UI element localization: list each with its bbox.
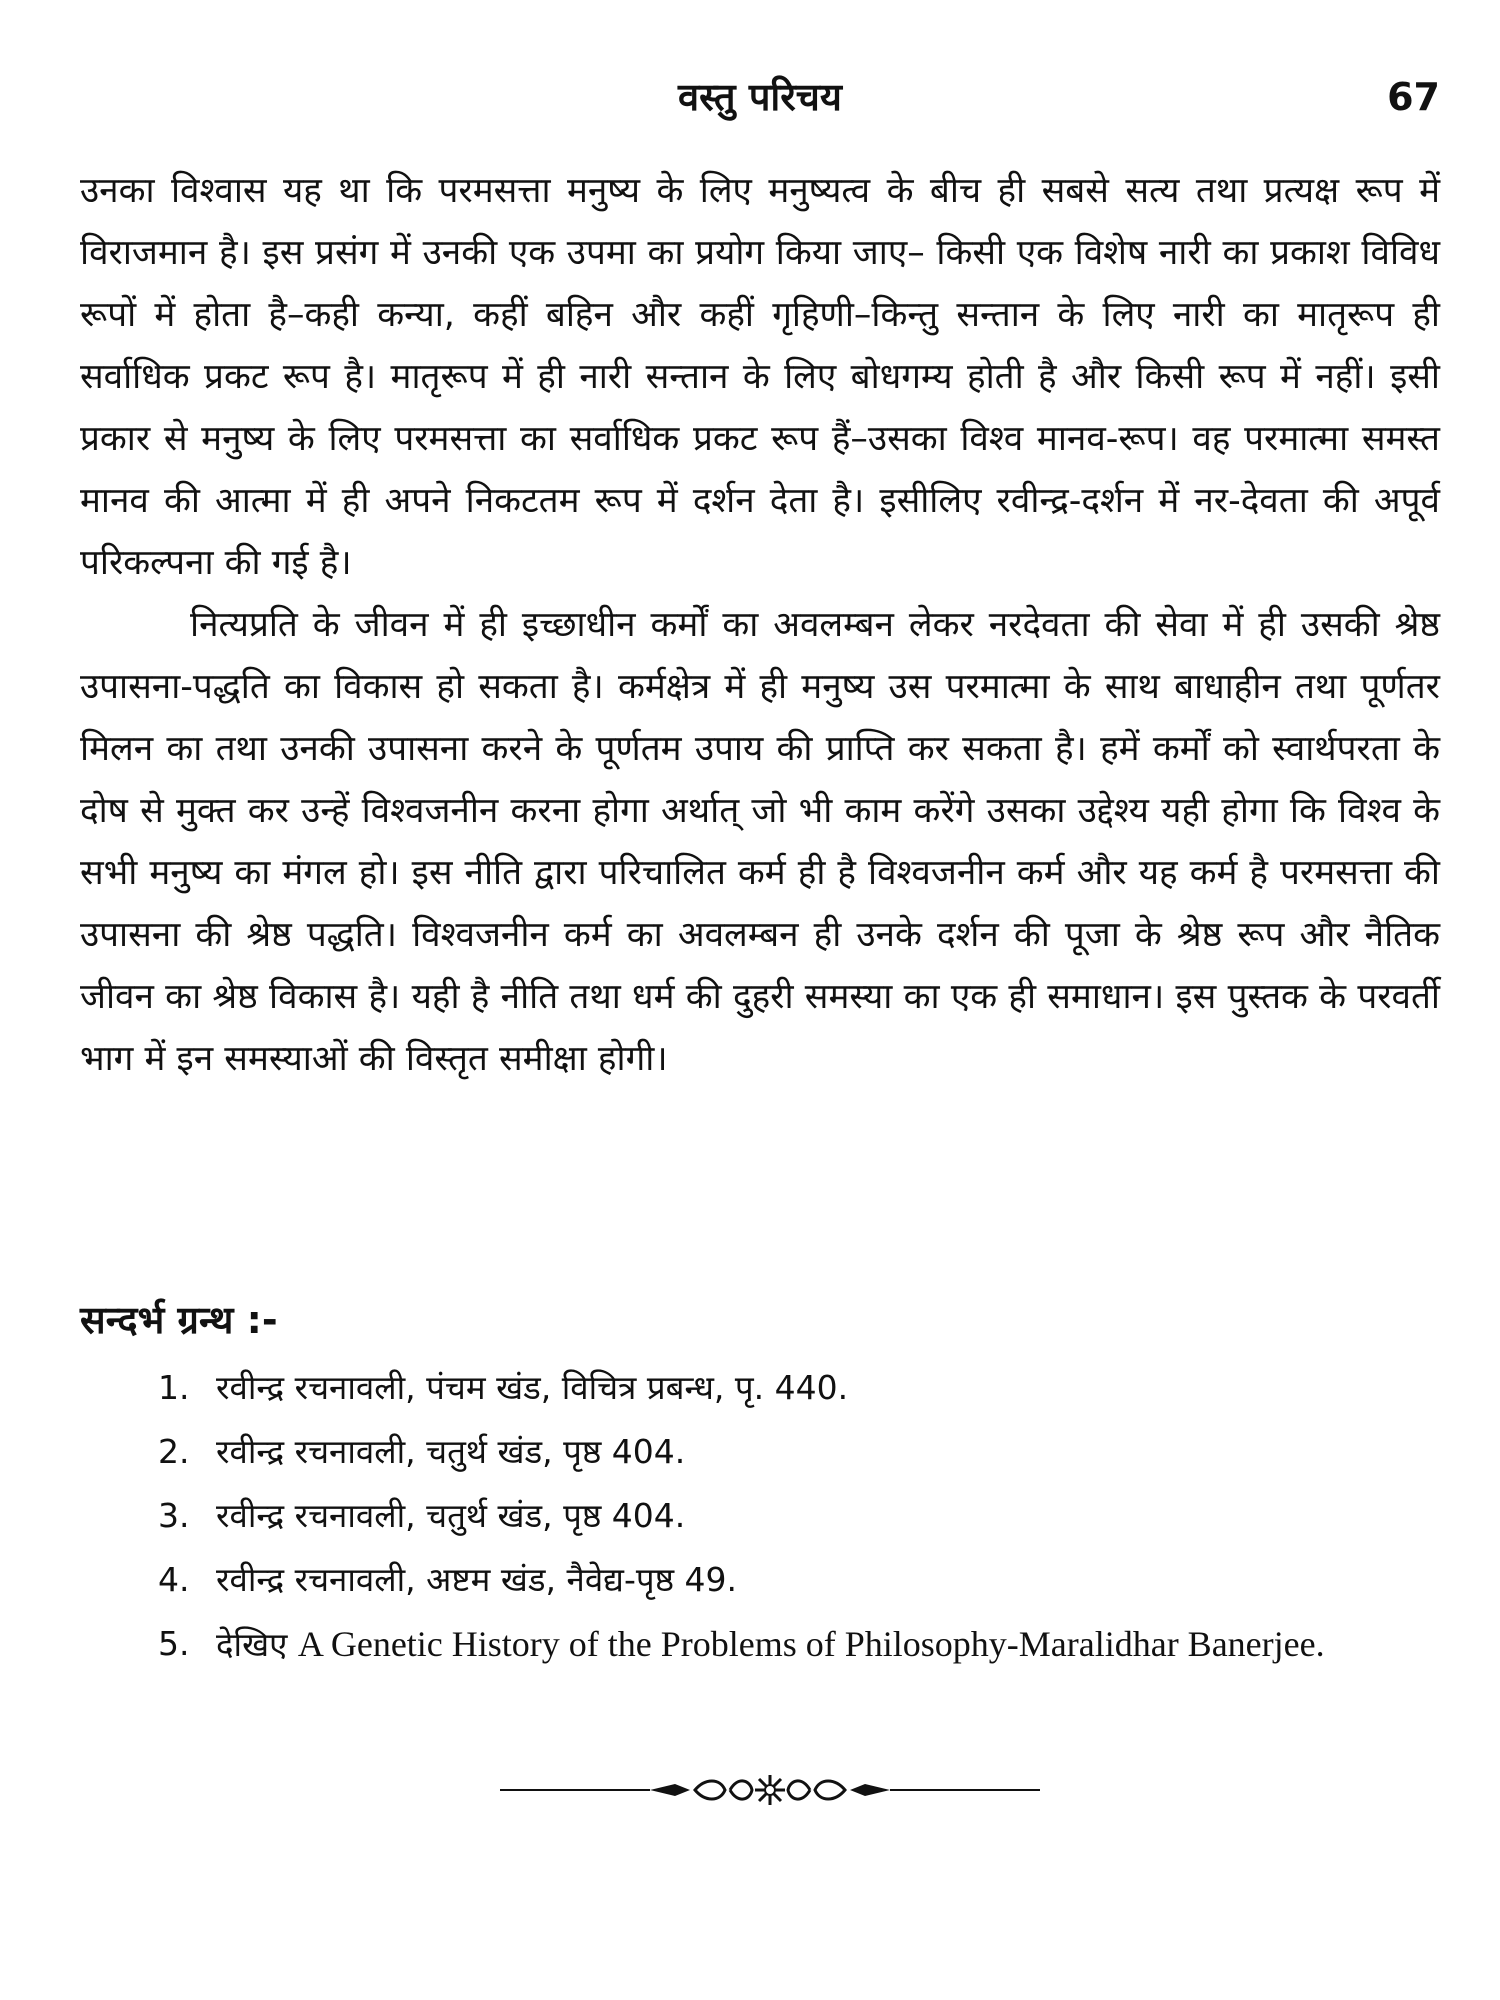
reference-item (158, 1356, 1440, 1420)
reference-text: रवीन्द्र रचनावली, चतुर्थ खंड, पृष्ठ 404. (216, 1496, 686, 1535)
references-section (80, 1290, 1440, 1677)
reference-item (158, 1548, 1440, 1612)
reference-item (158, 1612, 1440, 1677)
reference-number: 5. (158, 1624, 190, 1663)
paragraph-2: नित्यप्रति के जीवन में ही इच्छाधीन कर्मों का अवलम्बन लेकर नरदेवता की सेवा में ही उसकी श्रेष्ठ उपासना-पद्धति का विकास हो सकता है। कर्मक्षेत्र में ही मनुष्य उस परमात्मा के साथ बाधाहीन तथा पूर्णतर मिलन का तथा उनकी उपासना करने के पूर्णतम उपाय की प्राप्ति कर सकता है। हमें कर्मों को स्वार्थपरता के दोष से मुक्त कर उन्हें विश्वजनीन करना होगा अर्थात् जो भी काम करेंगे उसका उद्देश्य यही होगा कि विश्व के सभी मनुष्य का मंगल हो। इस नीति द्वारा परिचालित कर्म ही है विश्वजनीन कर्म और यह कर्म है परमसत्ता की उपासना की श्रेष्ठ पद्धति। विश्वजनीन कर्म का अवलम्बन ही उनके दर्शन की पूजा के श्रेष्ठ रूप और नैतिक जीवन का श्रेष्ठ विकास है। यही है नीति तथा धर्म की दुहरी समस्या का एक ही समाधान। इस पुस्तक के परवर्ती भाग में इन समस्याओं की विस्तृत समीक्षा होगी। (80, 605, 1440, 1079)
reference-text: रवीन्द्र रचनावली, चतुर्थ खंड, पृष्ठ 404. (216, 1432, 686, 1471)
floral-divider-icon (500, 1770, 1040, 1810)
paragraph-1: उनका विश्वास यह था कि परमसत्ता मनुष्य के लिए मनुष्यत्व के बीच ही सबसे सत्य तथा प्रत्यक्ष रूप में विराजमान है। इस प्रसंग में उनकी एक उपमा का प्रयोग किया जाए– किसी एक विशेष नारी का प्रकाश विविध रूपों में होता है–कही कन्या, कहीं बहिन और कहीं गृहिणी–किन्तु सन्तान के लिए नारी का मातृरूप ही सर्वाधिक प्रकट रूप है। मातृरूप में ही नारी सन्तान के लिए बोधगम्य होती है और किसी रूप में नहीं। इसी प्रकार से मनुष्य के लिए परमसत्ता का सर्वाधिक प्रकट रूप हैं–उसका विश्व मानव-रूप। वह परमात्मा समस्त मानव की आत्मा में ही अपने निकटतम रूप में दर्शन देता है। इसीलिए रवीन्द्र-दर्शन में नर-देवता की अपूर्व परिकल्पना की गई है। (80, 171, 1440, 583)
reference-number: 4. (158, 1560, 190, 1599)
body-text (80, 160, 1440, 1090)
reference-number: 2. (158, 1432, 190, 1471)
reference-english-title: A Genetic History of the Problems of Philosophy-Maralidhar Banerjee. (297, 1624, 1325, 1664)
reference-text (216, 1612, 1440, 1677)
reference-prefix: देखिए (216, 1625, 288, 1664)
page-header (80, 62, 1440, 132)
reference-item (158, 1420, 1440, 1484)
reference-text: रवीन्द्र रचनावली, अष्टम खंड, नैवेद्य-पृष्ठ 49. (216, 1560, 738, 1599)
reference-number: 1. (158, 1368, 190, 1407)
reference-number: 3. (158, 1496, 190, 1535)
running-title: वस्तु परिचय (678, 75, 842, 119)
reference-text: रवीन्द्र रचनावली, पंचम खंड, विचित्र प्रबन्ध, पृ. 440. (216, 1368, 849, 1407)
references-list (80, 1356, 1440, 1677)
reference-item (158, 1484, 1440, 1548)
page-number: 67 (1387, 75, 1440, 119)
references-heading: सन्दर्भ ग्रन्थ :- (80, 1298, 278, 1342)
